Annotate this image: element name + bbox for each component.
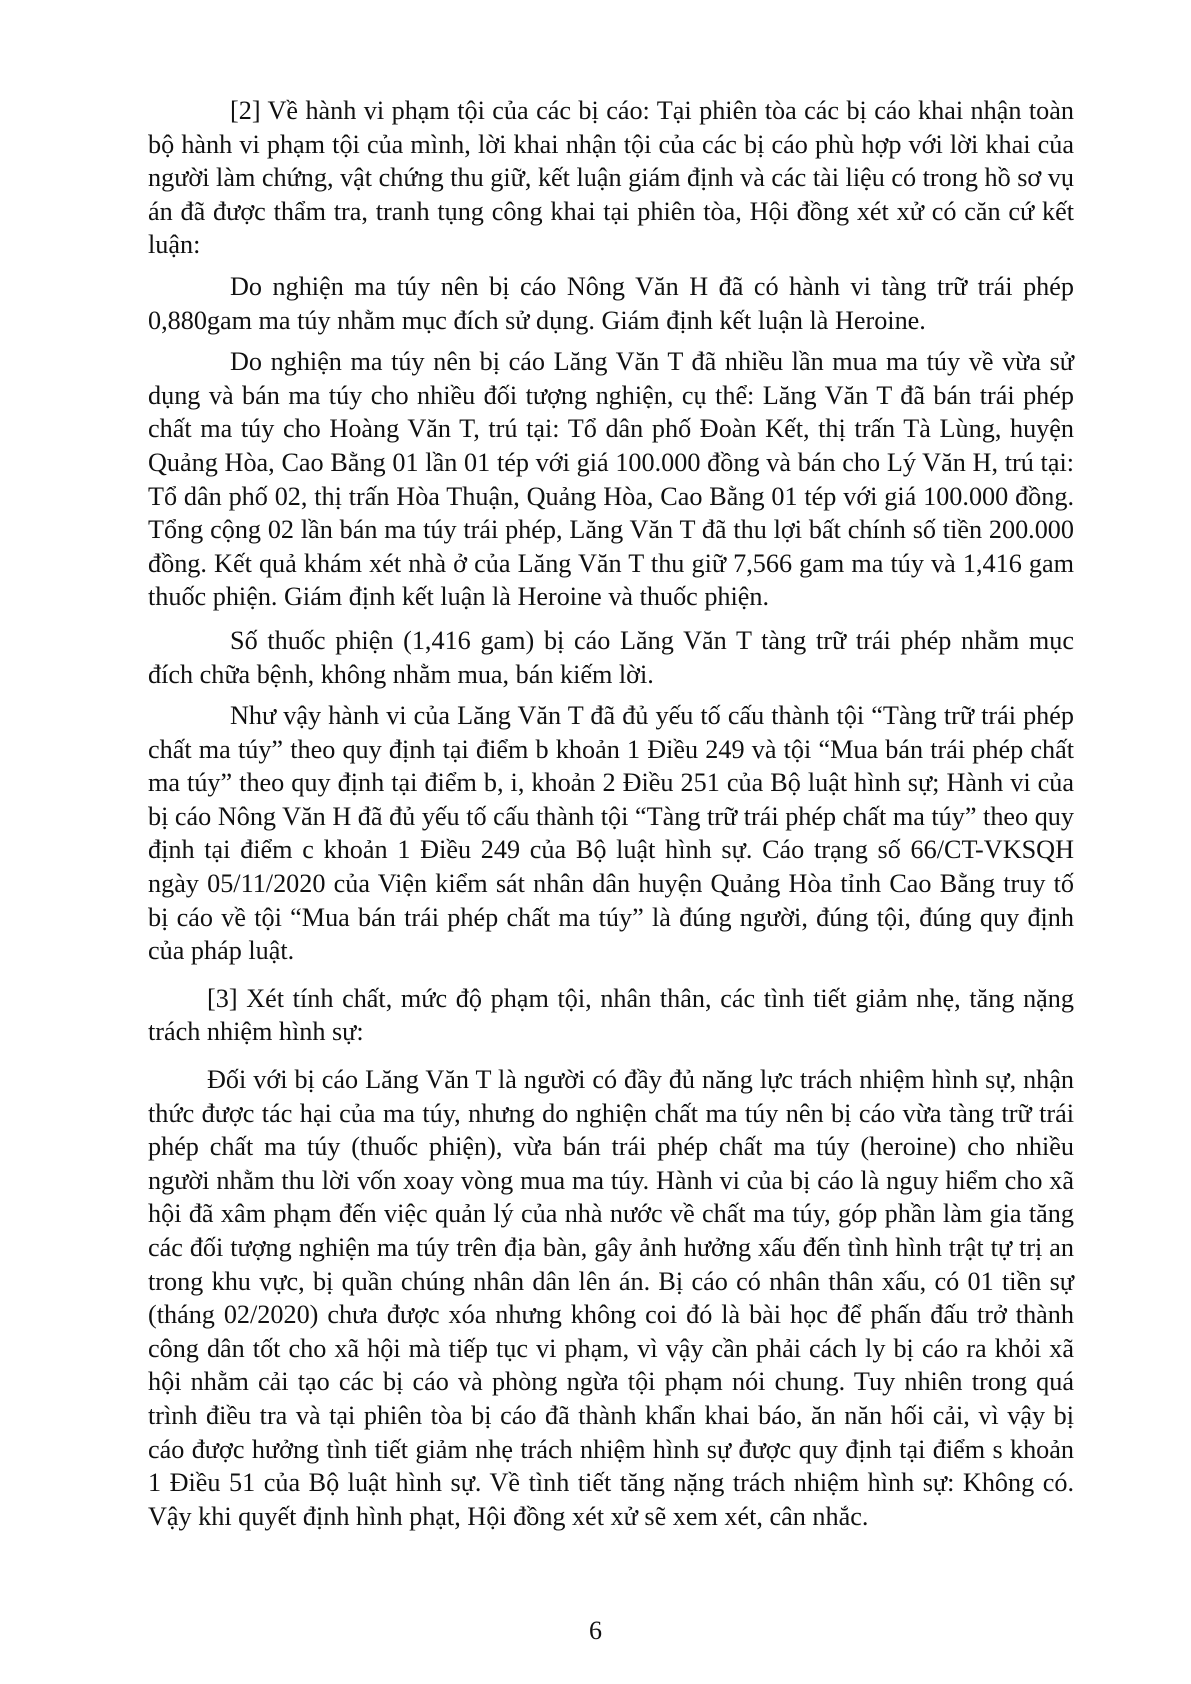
paragraph-opium: Số thuốc phiện (1,416 gam) bị cáo Lăng Văn T tàng trữ trái phép nhằm mục đích chữa bệnh, không nhằm mua, bán kiếm lời. xyxy=(148,625,1074,689)
paragraph-nong-van-h: Do nghiện ma túy nên bị cáo Nông Văn H đã có hành vi tàng trữ trái phép 0,880gam ma túy nhằm mục đích sử dụng. Giám định kết luận là Heroine. xyxy=(148,271,1074,335)
page-number: 6 xyxy=(589,1616,602,1645)
paragraph-legal-basis: Như vậy hành vi của Lăng Văn T đã đủ yếu tố cấu thành tội “Tàng trữ trái phép chất ma túy” theo quy định tại điểm b khoản 1 Điều 249 và tội “Mua bán trái phép chất ma túy” theo quy định tại điểm b, i, khoản 2 Điều 251 của Bộ luật hình sự; Hành vi của bị cáo Nông Văn H đã đủ yếu tố cấu thành tội “Tàng trữ trái phép chất ma túy” theo quy định tại điểm c khoản 1 Điều 249 của Bộ luật hình sự. Cáo trạng số 66/CT-VKSQH ngày 05/11/2020 của Viện kiểm sát nhân dân huyện Quảng Hòa tỉnh Cao Bằng truy tố bị cáo về tội “Mua bán trái phép chất ma túy” là đúng người, đúng tội, đúng quy định của pháp luật. xyxy=(148,701,1074,966)
paragraph-lang-van-t-sales: Do nghiện ma túy nên bị cáo Lăng Văn T đã nhiều lần mua ma túy về vừa sử dụng và bán ma túy cho nhiều đối tượng nghiện, cụ thể: Lăng Văn T đã bán trái phép chất ma túy cho Hoàng Văn T, trú tại: Tổ dân phố Đoàn Kết, thị trấn Tà Lùng, huyện Quảng Hòa, Cao Bằng 01 lần 01 tép với giá 100.000 đồng và bán cho Lý Văn H, trú tại: Tổ dân phố 02, thị trấn Hòa Thuận, Quảng Hòa, Cao Bằng 01 tép với giá 100.000 đồng. Tổng cộng 02 lần bán ma túy trái phép, Lăng Văn T đã thu lợi bất chính số tiền 200.000 đồng. Kết quả khám xét nhà ở của Lăng Văn T thu giữ 7,566 gam ma túy và 1,416 gam thuốc phiện. Giám định kết luận là Heroine và thuốc phiện. xyxy=(148,347,1074,612)
document-body xyxy=(148,94,1074,1533)
paragraph-sentencing-considerations: Đối với bị cáo Lăng Văn T là người có đầy đủ năng lực trách nhiệm hình sự, nhận thức được tác hại của ma túy, nhưng do nghiện chất ma túy nên bị cáo vừa tàng trữ trái phép chất ma túy (thuốc phiện), vừa bán trái phép chất ma túy (heroine) cho nhiều người nhằm thu lời vốn xoay vòng mua ma túy. Hành vi của bị cáo là nguy hiểm cho xã hội đã xâm phạm đến việc quản lý của nhà nước về chất ma túy, góp phần làm gia tăng các đối tượng nghiện ma túy trên địa bàn, gây ảnh hưởng xấu đến tình hình trật tự trị an trong khu vực, bị quần chúng nhân dân lên án. Bị cáo có nhân thân xấu, có 01 tiền sự (tháng 02/2020) chưa được xóa nhưng không coi đó là bài học để phấn đấu trở thành công dân tốt cho xã hội mà tiếp tục vi phạm, vì vậy cần phải cách ly bị cáo ra khỏi xã hội nhằm cải tạo các bị cáo và phòng ngừa tội phạm nói chung. Tuy nhiên trong quá trình điều tra và tại phiên tòa bị cáo đã thành khẩn khai báo, ăn năn hối cải, vì vậy bị cáo được hưởng tình tiết giảm nhẹ trách nhiệm hình sự được quy định tại điểm s khoản 1 Điều 51 của Bộ luật hình sự. Về tình tiết tăng nặng trách nhiệm hình sự: Không có. Vậy khi quyết định hình phạt, Hội đồng xét xử sẽ xem xét, cân nhắc. xyxy=(148,1065,1074,1531)
paragraph-section-3-heading: [3] Xét tính chất, mức độ phạm tội, nhân thân, các tình tiết giảm nhẹ, tăng nặng trách nhiệm hình sự: xyxy=(148,983,1074,1047)
paragraph-offense-conduct: [2] Về hành vi phạm tội của các bị cáo: Tại phiên tòa các bị cáo khai nhận toàn bộ hành vi phạm tội của mình, lời khai nhận tội của các bị cáo phù hợp với lời khai của người làm chứng, vật chứng thu giữ, kết luận giám định và các tài liệu có trong hồ sơ vụ án đã được thẩm tra, tranh tụng công khai tại phiên tòa, Hội đồng xét xử có căn cứ kết luận: xyxy=(148,96,1074,260)
